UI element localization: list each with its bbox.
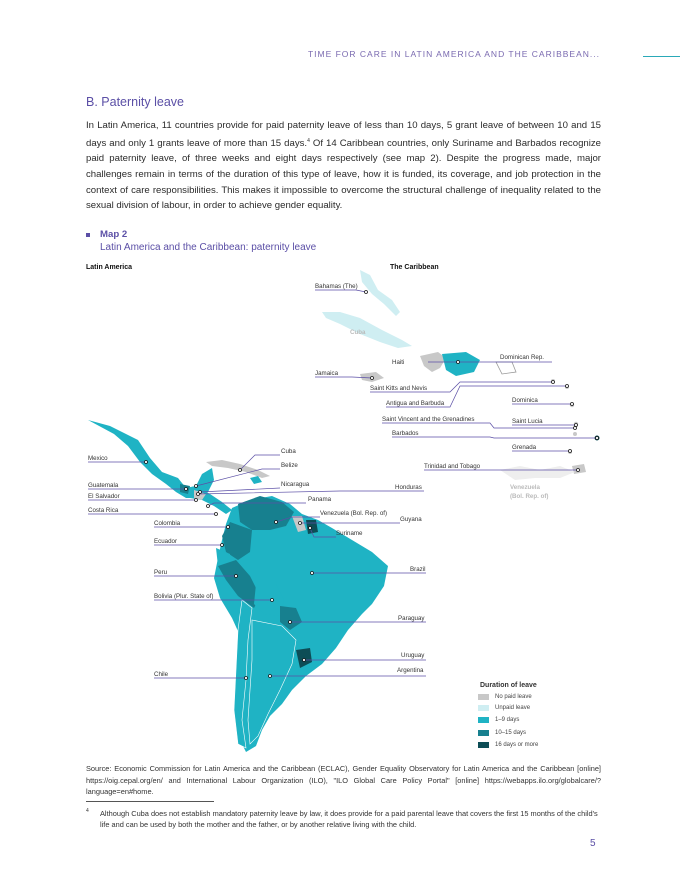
legend-item-10-15	[478, 730, 526, 736]
legend-title: Duration of leave	[480, 682, 537, 689]
label-belize: Belize	[281, 462, 298, 469]
legend-item-no-paid	[478, 694, 532, 700]
legend-swatch	[478, 742, 489, 748]
label-suriname: Suriname	[336, 530, 363, 537]
legend-item-1-9	[478, 717, 519, 723]
label-cuba-inset: Cuba	[350, 329, 366, 336]
label-barbados: Barbados	[392, 430, 419, 437]
label-chile: Chile	[154, 671, 169, 678]
section-title: B. Paternity leave	[86, 95, 184, 109]
label-dominica: Dominica	[512, 397, 538, 404]
body-text-part1: In Latin America, 11 countries provide for paid paternity leave of less than 10 days, 5 grant leave of between 10 and 15 days and only 1 grants leave of more than 15 days.	[86, 120, 601, 149]
legend-swatch	[478, 694, 489, 700]
page-number: 5	[590, 838, 596, 849]
map-title: Latin America and the Caribbean: paternity leave	[100, 242, 317, 253]
legend-label: Unpaid leave	[495, 705, 531, 711]
footnote-ref[interactable]: 4	[307, 137, 310, 144]
label-mexico: Mexico	[88, 455, 108, 462]
map-bullet	[86, 233, 90, 237]
label-venezuela-inset: Venezuela	[510, 484, 540, 491]
cuba-inset-shape	[322, 312, 412, 348]
label-colombia: Colombia	[154, 520, 181, 527]
region-latin-america: Latin America	[86, 264, 133, 271]
label-venezuela: Venezuela (Bol. Rep. of)	[320, 510, 388, 517]
label-dominican-rep: Dominican Rep.	[500, 354, 545, 361]
label-jamaica: Jamaica	[315, 370, 339, 377]
legend-label: 1–9 days	[495, 717, 520, 723]
label-antigua: Antigua and Barbuda	[386, 400, 445, 407]
footnote-rule	[86, 801, 214, 802]
body-text-part2: Of 14 Caribbean countries, only Suriname and Barbados recognize paid paternity leave, of three weeks and eight days respectively (see map 2). Despite the progress made, major challenges remain in terms of the duration of this type of leave, how it is funded, its coverage, and job protection in the context of care responsibilities. This makes it impossible to overcome the structural challenge of inequality related to the sexual division of labour, in order to achieve gender equality.	[86, 137, 602, 212]
legend-swatch	[478, 705, 489, 711]
mainland-map	[88, 420, 388, 752]
legend-swatch	[478, 730, 489, 736]
legend-label: 16 days or more	[495, 742, 539, 748]
label-trinidad: Trinidad and Tobago	[424, 463, 481, 470]
label-honduras: Honduras	[395, 484, 422, 491]
legend-item-unpaid	[478, 705, 530, 711]
source-note: Source: Economic Commission for Latin America and the Caribbean (ECLAC), Gender Equality Observatory for Latin America and the Caribbean [online] https://oig.cepal.org/en/ and International Labour Organization (ILO), "ILO Global Care Policy Portal" [online] https://webapps.ilo.org/globalcare/?language=en#home.	[86, 764, 601, 796]
label-argentina: Argentina	[397, 667, 424, 674]
footnote-text: Although Cuba does not establish mandatory paternity leave by law, it does provide for a paid parental leave that covers the first 15 months of the child's life and can be used by both the mother and the father, or by another relative living with the child.	[100, 809, 598, 829]
running-header: TIME FOR CARE IN LATIN AMERICA AND THE CARIBBEAN...	[307, 49, 600, 59]
legend-label: 10–15 days	[495, 730, 527, 736]
legend-item-16-plus	[478, 742, 538, 748]
label-costa-rica: Costa Rica	[88, 507, 119, 514]
label-ecuador: Ecuador	[154, 538, 178, 545]
footnote-number: 4	[86, 808, 89, 814]
legend-label: No paid leave	[495, 694, 532, 700]
label-venezuela-inset-2: (Bol. Rep. of)	[510, 493, 549, 500]
dominican-rep-shape	[442, 352, 480, 376]
region-caribbean: The Caribbean	[390, 264, 439, 271]
label-brazil: Brazil	[410, 566, 426, 573]
venezuela-shape	[238, 496, 294, 530]
label-saint-lucia: Saint Lucia	[512, 418, 543, 425]
label-guatemala: Guatemala	[88, 482, 119, 489]
label-bahamas: Bahamas (The)	[315, 283, 358, 290]
paternity-leave-map	[0, 255, 680, 760]
label-paraguay: Paraguay	[398, 615, 425, 622]
label-bolivia: Bolivia (Plur. State of)	[154, 593, 214, 600]
label-cuba: Cuba	[281, 448, 296, 455]
label-el-salvador: El Salvador	[88, 493, 120, 500]
label-nicaragua: Nicaragua	[281, 481, 310, 488]
puerto-rico-shape	[496, 362, 516, 374]
venezuela-inset-shape	[500, 466, 575, 480]
label-peru: Peru	[154, 569, 168, 576]
legend-swatch	[478, 717, 489, 723]
footnote	[86, 808, 601, 830]
label-saint-vincent: Saint Vincent and the Grenadines	[382, 416, 475, 423]
header-rule	[643, 56, 680, 57]
label-panama: Panama	[308, 496, 332, 503]
caribbean-inset	[322, 270, 600, 480]
body-paragraph	[86, 118, 601, 214]
label-haiti: Haiti	[392, 359, 405, 366]
label-grenada: Grenada	[512, 444, 537, 451]
saint-vincent-shape	[573, 432, 577, 436]
label-uruguay: Uruguay	[401, 652, 425, 659]
label-saint-kitts: Saint Kitts and Nevis	[370, 385, 428, 392]
label-guyana: Guyana	[400, 516, 422, 523]
map-label: Map 2	[100, 229, 128, 240]
